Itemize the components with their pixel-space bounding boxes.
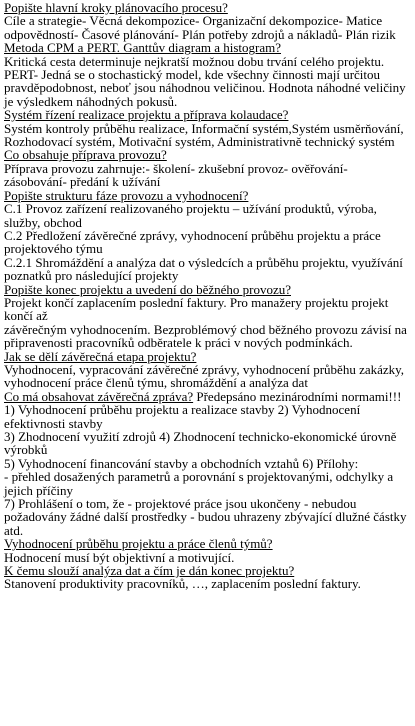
answer-text: Vyhodnocení, vypracování závěrečné zprávy, vyhodnocení průběhu zakázky, vyhodnocení práce členů týmu, shromáždění a analýza dat xyxy=(4,361,405,391)
answer-text: Projekt končí zaplacením poslední faktury. Pro manažery projektu projekt končí až xyxy=(4,294,389,324)
answer-text: 1) Vyhodnocení průběhu projektu a realizace stavby 2) Vyhodnocení efektivnosti stavby xyxy=(4,402,361,431)
qa-block xyxy=(4,350,411,390)
qa-block xyxy=(4,108,411,148)
answer-text: C.2 Předložení závěrečné zprávy, vyhodnocení průběhu projektu a práce projektového týmu xyxy=(4,227,381,257)
answer-text: Stanovení produktivity pracovníků, …, zaplacením poslední faktury. xyxy=(4,576,361,592)
question-line xyxy=(4,390,411,403)
question-heading: Vyhodnocení průběhu projektu a práce členů týmů? xyxy=(4,536,273,552)
answer-text: Kritická cesta determinuje nejkratší možnou dobu trvání celého projektu. xyxy=(4,53,385,69)
question-heading: Metoda CPM a PERT. Ganttův diagram a histogram? xyxy=(4,40,281,56)
qa-block xyxy=(4,390,411,537)
qa-block xyxy=(4,41,411,108)
answer-text: C.1 Provoz zařízení realizovaného projektu – užívání produktů, výroba, služby, obchod xyxy=(4,201,377,230)
answer-text: Cíle a strategie- Věcná dekompozice- Organizační dekompozice- Matice odpovědností- Časové plánování- Plán potřeby zdrojů a nákladů- Plán rizik xyxy=(4,13,396,42)
question-heading: Co má obsahovat závěrečná zpráva? xyxy=(4,388,194,404)
qa-block xyxy=(4,283,411,350)
answer-text: 3) Zhodnocení využití zdrojů 4) Zhodnocení technicko-ekonomické úrovně výrobků xyxy=(4,429,397,458)
qa-block xyxy=(4,1,411,41)
question-note: Předepsáno mezinárodními normami!!! xyxy=(193,388,402,404)
answer-text: závěrečným vyhodnocením. Bezproblémový chod běžného provozu závisí na připravenosti pracovníků odběratele k práci v nových podmínkách. xyxy=(4,321,407,351)
qa-block xyxy=(4,537,411,564)
question-heading: Co obsahuje příprava provozu? xyxy=(4,147,167,163)
document-body xyxy=(4,0,411,591)
question-heading: K čemu slouží analýza dat a čím je dán konec projektu? xyxy=(4,563,295,579)
qa-block xyxy=(4,148,411,188)
question-heading: Popište strukturu fáze provozu a vyhodnocení? xyxy=(4,187,249,203)
answer-text: Příprava provozu zahrnuje:- školení- zkušební provoz- ověřování- zásobování- předání k užívání xyxy=(4,160,348,190)
answer-text: Hodnocení musí být objektivní a motivující. xyxy=(4,549,235,565)
answer-text: 7) Prohlášení o tom, že - projektové práce jsou ukončeny - nebudou požadovány žádné další prostředky - budou uhrazeny zbývající dlužné částky atd. xyxy=(4,496,407,538)
answer-text: Systém kontroly průběhu realizace, Informační systém,Systém usměrňování, Rozhodovací systém, Motivační systém, Administrativně technický systém xyxy=(4,120,404,150)
answer-text: C.2.1 Shromáždění a analýza dat o výsledcích a průběhu projektu, využívání poznatků pro následující projekty xyxy=(4,254,403,284)
answer-text: 5) Vyhodnocení financování stavby a obchodních vztahů 6) Přílohy: xyxy=(4,455,359,471)
question-heading: Jak se dělí závěrečná etapa projektu? xyxy=(4,348,197,364)
answer-text: PERT- Jedná se o stochastický model, kde všechny činnosti mají určitou pravděpodobnost, neboť jsou náhodnou veličinou. Hodnota náhodné veličiny je výsledkem náhodných pokusů. xyxy=(4,67,406,109)
qa-block xyxy=(4,189,411,283)
qa-block xyxy=(4,564,411,591)
question-heading: Popište konec projektu a uvedení do běžného provozu? xyxy=(4,281,291,297)
answer-text: - přehled dosažených parametrů a porovnání s projektovanými, odchylky a jejich příčiny xyxy=(4,469,394,498)
question-heading: Systém řízení realizace projektu a příprava kolaudace? xyxy=(4,107,289,123)
question-heading: Popište hlavní kroky plánovacího procesu? xyxy=(4,0,228,15)
